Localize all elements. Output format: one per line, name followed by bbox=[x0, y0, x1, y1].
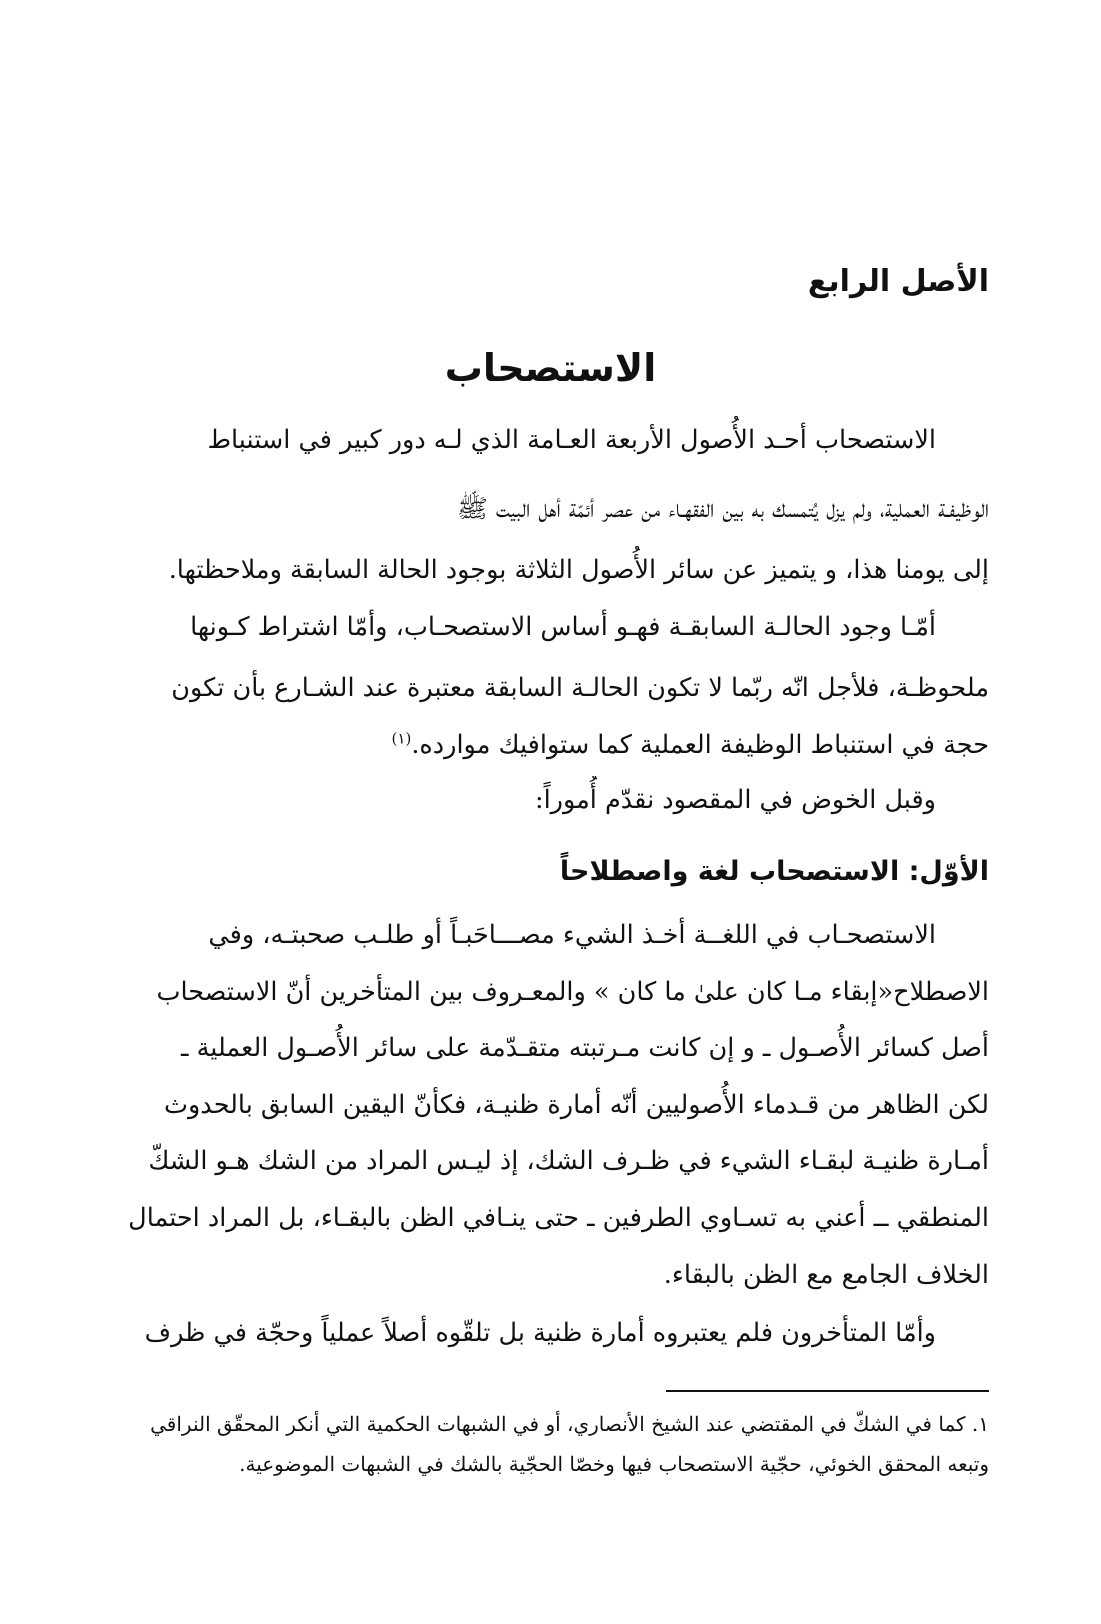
para4-line-2: الاصطلاح«إبقاء مـا كان علىٰ ما كان » والمعـروف بين المتأخرين أنّ الاستصحاب bbox=[156, 977, 989, 1007]
footnote-line-2: وتبعه المحقق الخوئي، حجّية الاستصحاب فيها وخصّا الحجّية بالشك في الشبهات الموضوعية. bbox=[239, 1452, 989, 1476]
para3-line-1: وقبل الخوض في المقصود نقدّم أُموراً: bbox=[534, 785, 936, 815]
section-heading: الأوّل: الاستصحاب لغة واصطلاحاً bbox=[559, 856, 989, 887]
chapter-title: الاستصحاب bbox=[444, 346, 657, 390]
chapter-label: الأصل الرابع bbox=[807, 264, 989, 299]
para4-line-3: أصل كسائر الأُصـول ـ و إن كانت مـرتبته متقـدّمة على سائر الأُصـول العملية ـ bbox=[181, 1033, 989, 1063]
footnote-reference: (١) bbox=[391, 729, 412, 748]
para1-line-1: الاستصحاب أحـد الأُصول الأربعة العـامة الذي لـه دور كبير في استنباط bbox=[207, 425, 936, 455]
para2-line-2: ملحوظـة، فلأجل انّه ربّما لا تكون الحالـة السابقة معتبرة عند الشـارع بأن تكون bbox=[171, 673, 989, 703]
para2-line-3-text: حجة في استنباط الوظيفة العملية كما ستوافيك موارده. bbox=[411, 730, 989, 760]
para2-line-1: أمّـا وجود الحالـة السابقـة فهـو أساس الاستصحـاب، وأمّا اشتراط كـونها bbox=[190, 612, 936, 642]
para1-line-2: الوظيفـة العملية، ولم يزل يُتمسك به بين الفقهـاء من عصر أئمّة أهل البيت ﷺ bbox=[456, 494, 989, 524]
para4-line-7: الخلاف الجامع مع الظن بالبقاء. bbox=[663, 1260, 989, 1290]
para1-line-3: إلى يومنا هذا، و يتميز عن سائر الأُصول الثلاثة بوجود الحالة السابقة وملاحظتها. bbox=[168, 555, 989, 585]
para4-line-6: المنطقي ــ أعني به تسـاوي الطرفين ـ حتى ينـافي الظن بالبقـاء، بل المراد احتمال bbox=[128, 1203, 989, 1233]
footnote-separator bbox=[666, 1390, 989, 1392]
para2-line-3 bbox=[112, 721, 989, 769]
para5-line-1: وأمّا المتأخرون فلم يعتبروه أمارة ظنية بل تلقّوه أصلاً عملياً وحجّة في ظرف bbox=[144, 1318, 936, 1348]
para4-line-4: لكن الظاهر من قـدماء الأُصوليين أنّه أمارة ظنيـة، فكأنّ اليقين السابق بالحدوث bbox=[163, 1090, 989, 1120]
footnote-line-1: ١. كما في الشكّ في المقتضي عند الشيخ الأنصاري، أو في الشبهات الحكمية التي أنكر المحقّق النراقي bbox=[150, 1412, 989, 1436]
para4-line-5: أمـارة ظنيـة لبقـاء الشيء في ظـرف الشك، إذ ليـس المراد من الشك هـو الشكّ bbox=[148, 1146, 989, 1176]
para4-line-1: الاستصحـاب في اللغــة أخـذ الشيء مصـــاحَبـاً أو طلـب صحبتـه، وفي bbox=[208, 920, 936, 950]
